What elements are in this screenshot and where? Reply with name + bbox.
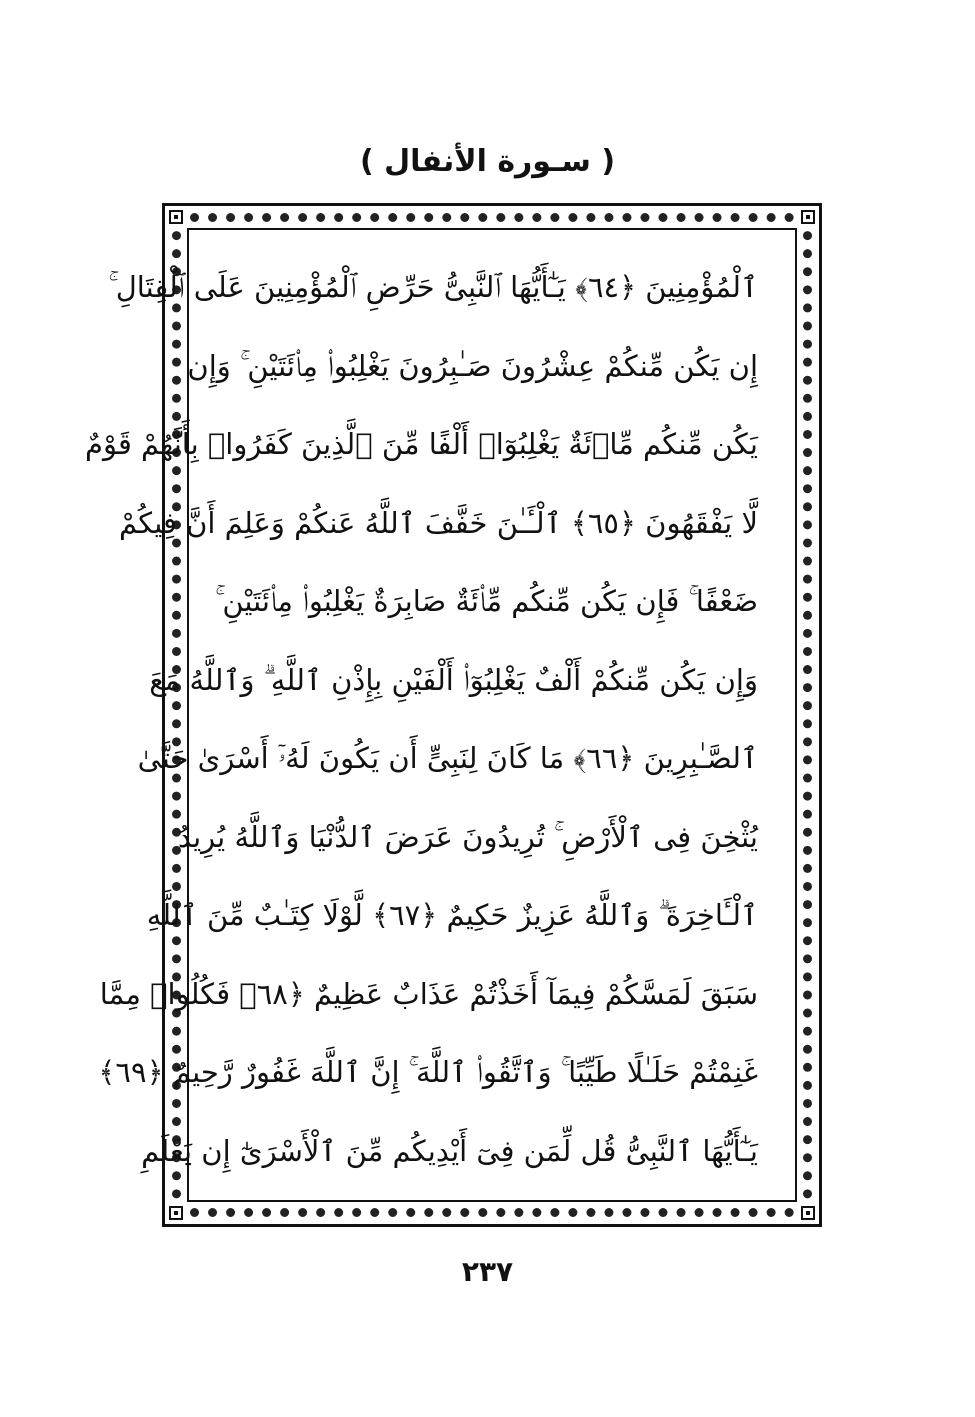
corner-ornament-icon <box>169 1206 183 1220</box>
text-line-8: يُثْخِنَ فِى ٱلْأَرْضِ ۚ تُرِيدُونَ عَرَضَ ٱلدُّنْيَا وَٱللَّهُ يُرِيدُ <box>177 819 758 854</box>
text-line-6: وَإِن يَكُن مِّنكُمْ أَلْفٌ يَغْلِبُوٓا۟ أَلْفَيْنِ بِإِذْنِ ٱللَّهِ ۗ وَٱللَّهُ مَعَ <box>149 662 758 697</box>
corner-ornament-icon <box>801 1206 815 1220</box>
text-line-5: ضَعْفًا ۚ فَإِن يَكُن مِّنكُم مِّا۟ئَةٌ صَابِرَةٌ يَغْلِبُوا۟ مِا۟ئَتَيْنِ ۚ <box>215 584 758 618</box>
surah-title: ( سـورة الأنفال ) <box>359 144 616 179</box>
text-line-4: لَّا يَفْقَهُونَ ﴿٦٥﴾ ٱلْـَٔـٰنَ خَفَّفَ ٱللَّهُ عَنكُمْ وَعَلِمَ أَنَّ فِيكُمْ <box>118 505 758 540</box>
page-number: ٢٣٧ <box>461 1255 514 1288</box>
text-line-10: سَبَقَ لَمَسَّكُمْ فِيمَآ أَخَذْتُمْ عَذَابٌ عَظِيمٌ ﴿٦٨﴾ فَكُلُوا۟ مِمَّا <box>99 976 758 1011</box>
text-line-2: إِن يَكُن مِّنكُمْ عِشْرُونَ صَـٰبِرُونَ يَغْلِبُوا۟ مِا۟ئَتَيْنِ ۚ وَإِن <box>187 348 758 383</box>
text-line-1: ٱلْمُؤْمِنِينَ ﴿٦٤﴾ يَـٰٓأَيُّهَا ٱلنَّبِىُّ حَرِّضِ ٱلْمُؤْمِنِينَ عَلَى ٱلْقِتَالِ ۚ <box>108 270 758 304</box>
corner-ornament-icon <box>801 210 815 224</box>
text-line-12: يَـٰٓأَيُّهَا ٱلنَّبِىُّ قُل لِّمَن فِىٓ أَيْدِيكُم مِّنَ ٱلْأَسْرَىٰٓ إِن يَعْلَمِ <box>141 1133 758 1168</box>
corner-ornament-icon <box>169 210 183 224</box>
text-line-11: غَنِمْتُمْ حَلَـٰلًا طَيِّبًا ۚ وَٱتَّقُوا۟ ٱللَّهَ ۚ إِنَّ ٱللَّهَ غَفُورٌ رَّحِيمٌ ﴿٦٩﴾ <box>98 1055 758 1089</box>
quran-text-block <box>85 248 758 1190</box>
text-line-9: ٱلْـَٔاخِرَةَ ۗ وَٱللَّهُ عَزِيزٌ حَكِيمٌ ﴿٦٧﴾ لَّوْلَا كِتَـٰبٌ مِّنَ ٱللَّهِ <box>146 898 758 932</box>
text-line-7: ٱلصَّـٰبِرِينَ ﴿٦٦﴾ مَا كَانَ لِنَبِىٍّ أَن يَكُونَ لَهُۥٓ أَسْرَىٰ حَتَّىٰ <box>137 741 758 775</box>
text-line-3: يَكُن مِّنكُم مِّا۟ئَةٌ يَغْلِبُوٓا۟ أَلْفًا مِّنَ ٱلَّذِينَ كَفَرُوا۟ بِأَنَّهُمْ قَوْمٌ <box>85 427 758 461</box>
